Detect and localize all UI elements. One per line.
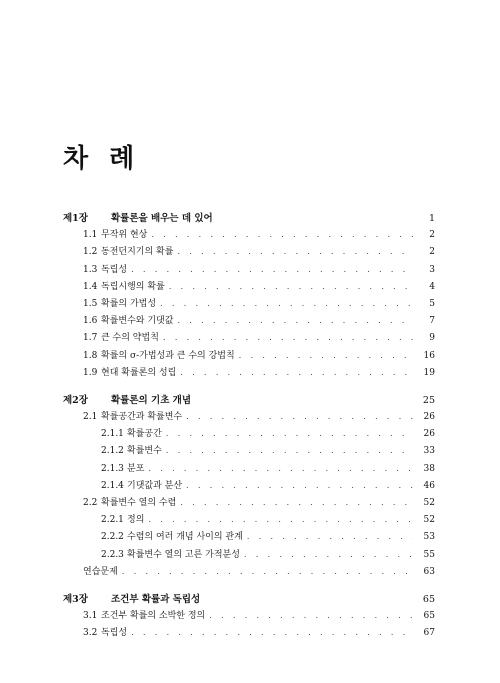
toc-subsection-row bbox=[63, 443, 435, 460]
toc-entry-number: 1.1 bbox=[83, 230, 98, 241]
toc-entry-title: 확률변수 bbox=[127, 446, 162, 457]
toc-entry-title: 확률공간과 확률변수 bbox=[101, 412, 183, 423]
toc-entry-title: 연습문제 bbox=[83, 566, 118, 577]
toc-entry-number: 2.2.1 bbox=[101, 515, 124, 526]
toc-entry-title: 수렴의 여러 개념 사이의 관계 bbox=[127, 532, 243, 543]
dot-leader bbox=[131, 628, 413, 638]
toc-entry-title: 확률변수 열의 수렴 bbox=[101, 498, 177, 508]
toc-page-number: 25 bbox=[422, 394, 435, 406]
dot-leader bbox=[209, 611, 413, 621]
toc-entry-title: 확률론의 기초 개념 bbox=[111, 394, 192, 406]
toc-entry-title: 확률론을 배우는 데 있어 bbox=[111, 213, 213, 224]
toc-subsection-row bbox=[63, 512, 435, 529]
dot-leader bbox=[169, 282, 413, 292]
toc-page-number: 52 bbox=[423, 498, 435, 508]
toc-chapter-row bbox=[63, 392, 435, 409]
toc-page-number: 26 bbox=[423, 429, 435, 440]
toc-page-number: 4 bbox=[429, 281, 435, 292]
toc-page-number: 46 bbox=[423, 480, 435, 491]
toc-entry-number: 1.6 bbox=[83, 316, 98, 327]
toc-page-number: 2 bbox=[429, 230, 435, 241]
toc-subsection-row bbox=[63, 426, 435, 443]
toc-section-row bbox=[63, 313, 435, 330]
dot-leader bbox=[186, 412, 413, 422]
dot-leader bbox=[148, 464, 413, 474]
toc-section-row bbox=[63, 330, 435, 347]
toc-page-number: 33 bbox=[423, 446, 435, 457]
toc-entry-title: 확률의 가법성 bbox=[101, 298, 157, 309]
toc-entry-number: 제1장 bbox=[63, 213, 88, 224]
toc-section-row bbox=[63, 608, 435, 625]
toc-page-number: 53 bbox=[423, 532, 435, 543]
toc-entry-title: 확률의 σ-가법성과 큰 수의 강법칙 bbox=[101, 350, 235, 361]
toc-subsection-row bbox=[63, 547, 435, 564]
toc-entry-number: 1.5 bbox=[83, 298, 98, 309]
toc-subsection-row bbox=[63, 478, 435, 495]
toc-entry-title: 확률공간 bbox=[127, 429, 162, 440]
toc-page-number: 55 bbox=[423, 549, 435, 560]
toc-page-number: 5 bbox=[429, 298, 435, 309]
toc-page-number: 38 bbox=[423, 463, 435, 474]
toc-page-number: 3 bbox=[429, 264, 435, 275]
toc-section-row bbox=[63, 296, 435, 313]
dot-leader bbox=[163, 333, 413, 343]
toc-subsection-row bbox=[63, 461, 435, 478]
toc-entry-title: 동전던지기의 확률 bbox=[101, 247, 174, 258]
toc-page-number: 2 bbox=[429, 247, 435, 258]
toc-entry-title: 큰 수의 약법칙 bbox=[101, 333, 159, 344]
toc-entry-number: 제3장 bbox=[63, 593, 88, 605]
toc-section-row bbox=[63, 409, 435, 426]
toc-section-row bbox=[63, 262, 435, 279]
toc-entry-number: 2.1.3 bbox=[101, 463, 124, 474]
dot-leader bbox=[247, 532, 413, 542]
toc-section-row bbox=[63, 348, 435, 365]
toc-entry-title: 정의 bbox=[127, 515, 145, 526]
toc-section-row bbox=[63, 365, 435, 382]
toc-entry-number: 2.1.1 bbox=[101, 429, 124, 440]
toc-entry-number: 2.2.2 bbox=[101, 532, 124, 543]
toc-entry-number: 제2장 bbox=[63, 394, 88, 406]
toc-entry-title: 확률변수와 기댓값 bbox=[101, 316, 174, 327]
dot-leader bbox=[186, 481, 413, 491]
toc-page-number: 63 bbox=[423, 566, 435, 577]
dot-leader bbox=[122, 567, 413, 577]
dot-leader bbox=[239, 351, 413, 361]
dot-leader bbox=[180, 368, 413, 378]
toc-page-number: 52 bbox=[423, 515, 435, 526]
toc-page-number: 65 bbox=[423, 611, 435, 622]
dot-leader bbox=[166, 446, 413, 456]
toc-entry-title: 독립시행의 확률 bbox=[101, 281, 165, 292]
toc-entry-number: 2.1.4 bbox=[101, 480, 124, 491]
dot-leader bbox=[148, 515, 413, 525]
toc-entry-title: 독립성 bbox=[101, 628, 128, 639]
toc-page-number: 7 bbox=[429, 316, 435, 327]
toc-page-number: 16 bbox=[423, 350, 435, 361]
toc-entry-number: 1.9 bbox=[83, 367, 98, 378]
toc-chapter-row bbox=[63, 591, 435, 608]
toc-chapter-row bbox=[63, 210, 435, 227]
page-title: 차 례 bbox=[63, 144, 141, 174]
dot-leader bbox=[180, 498, 413, 508]
toc-page-number: 26 bbox=[423, 412, 435, 423]
toc-entry-number: 1.2 bbox=[83, 247, 98, 258]
toc-entry-title: 확률변수 열의 고른 가적분성 bbox=[127, 549, 240, 560]
toc-subsection-row bbox=[63, 529, 435, 546]
toc-entry-number: 3.2 bbox=[83, 628, 98, 639]
toc-entry-number: 2.1 bbox=[83, 412, 98, 423]
toc-entry-title: 조건부 확률의 소박한 정의 bbox=[101, 611, 206, 622]
toc-entry-number: 1.8 bbox=[83, 350, 98, 361]
toc-entry-title: 기댓값과 분산 bbox=[127, 480, 183, 491]
toc-section-row bbox=[63, 625, 435, 642]
toc-entry-number: 2.2.3 bbox=[101, 549, 124, 560]
toc-entry-number: 1.4 bbox=[83, 281, 98, 292]
table-of-contents bbox=[63, 210, 435, 643]
toc-entry-title: 현대 확률론의 성립 bbox=[101, 367, 177, 378]
toc-entry-number: 1.3 bbox=[83, 264, 98, 275]
dot-leader bbox=[151, 230, 413, 240]
dot-leader bbox=[160, 299, 413, 309]
toc-entry-title: 무작위 현상 bbox=[101, 230, 148, 241]
toc-exercise-row bbox=[63, 564, 435, 581]
toc-entry-number: 2.1.2 bbox=[101, 446, 124, 457]
toc-page-number: 19 bbox=[423, 367, 435, 378]
toc-page-number: 65 bbox=[422, 593, 435, 605]
toc-section-row bbox=[63, 279, 435, 296]
toc-page-number: 1 bbox=[428, 213, 435, 224]
dot-leader bbox=[131, 265, 413, 275]
toc-section-row bbox=[63, 495, 435, 512]
dot-leader bbox=[244, 550, 413, 560]
dot-leader bbox=[177, 316, 413, 326]
dot-leader bbox=[166, 429, 413, 439]
toc-entry-title: 독립성 bbox=[101, 264, 128, 275]
toc-section-row bbox=[63, 227, 435, 244]
toc-entry-title: 분포 bbox=[127, 463, 145, 474]
toc-entry-number: 2.2 bbox=[83, 498, 98, 508]
toc-section-row bbox=[63, 244, 435, 261]
dot-leader bbox=[177, 247, 413, 257]
toc-page-number: 9 bbox=[429, 333, 435, 344]
toc-entry-number: 1.7 bbox=[83, 333, 98, 344]
toc-entry-number: 3.1 bbox=[83, 611, 98, 622]
toc-page-number: 67 bbox=[423, 628, 435, 639]
toc-entry-title: 조건부 확률과 독립성 bbox=[111, 593, 201, 605]
